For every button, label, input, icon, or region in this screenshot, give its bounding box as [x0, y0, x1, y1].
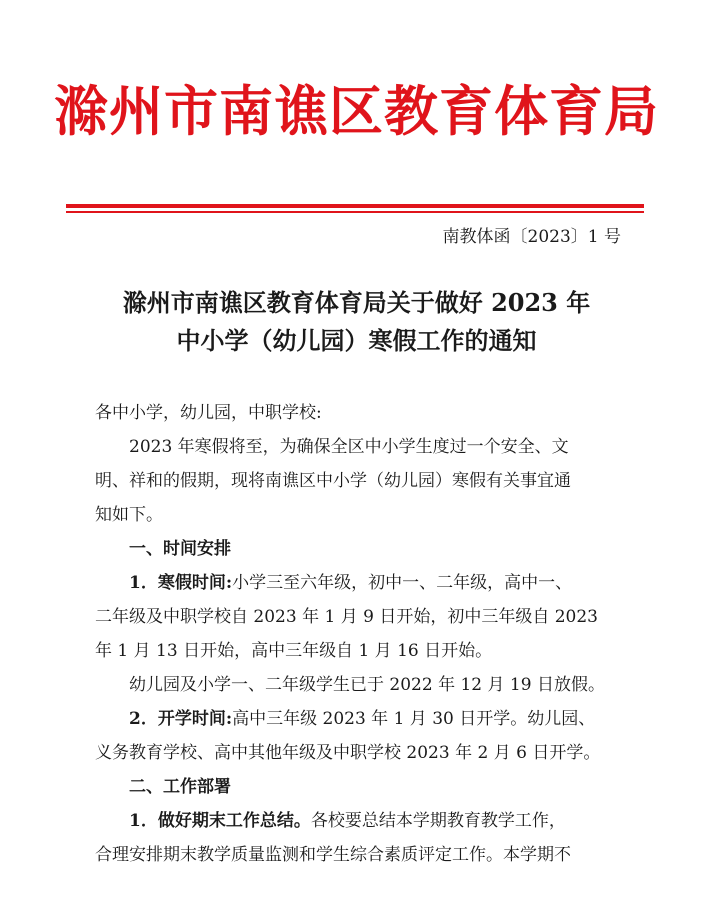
item-1-paragraph: [95, 566, 635, 668]
red-rule-thick: [66, 204, 644, 208]
item-1-line-1: [95, 566, 635, 600]
item-3-line-2: 合理安排期末教学质量监测和学生综合素质评定工作。本学期不: [95, 845, 571, 865]
item-1-line-1-text: 小学三至六年级，初中一、二年级，高中一、: [232, 573, 573, 593]
red-rule-thin: [66, 211, 644, 213]
item-1-line-2: 二年级及中职学校自 2023 年 1 月 9 日开始，初中三年级自 2023: [95, 607, 598, 627]
salutation: 各中小学，幼儿园，中职学校:: [95, 403, 322, 423]
title-line-1: 滁州市南谯区教育体育局关于做好 2023 年: [122, 288, 591, 317]
section-2-heading: 二、工作部署: [129, 777, 231, 797]
kindergarten-line: 幼儿园及小学一、二年级学生已于 2022 年 12 月 19 日放假。: [129, 675, 605, 695]
item-3-paragraph: [95, 804, 635, 872]
intro-line-1: 2023 年寒假将至，为确保全区中小学生度过一个安全、文: [129, 437, 569, 457]
item-2-label: 2．开学时间:: [129, 709, 233, 729]
agency-masthead: 滁州市南谯区教育体育局: [54, 79, 659, 143]
item-2-line-1: [95, 702, 635, 736]
item-1-line-3: 年 1 月 13 日开始，高中三年级自 1 月 16 日开始。: [95, 641, 493, 661]
item-3-line-1-text: 各校要总结本学期教育教学工作，: [310, 811, 566, 831]
intro-paragraph: [95, 430, 635, 532]
item-3-label: 1．做好期末工作总结。: [129, 811, 311, 831]
section-1-heading: 一、时间安排: [129, 539, 231, 559]
document-title: [0, 284, 713, 360]
item-2-paragraph: [95, 702, 635, 770]
item-1-label: 1．寒假时间:: [129, 573, 233, 593]
item-2-line-2: 义务教育学校、高中其他年级及中职学校 2023 年 2 月 6 日开学。: [95, 743, 601, 763]
title-line-2: 中小学（幼儿园）寒假工作的通知: [176, 326, 537, 355]
intro-line-3: 知如下。: [95, 505, 163, 525]
item-3-line-1: [95, 804, 635, 838]
document-number: 南教体函〔2023〕1 号: [442, 227, 621, 247]
intro-line-2: 明、祥和的假期，现将南谯区中小学（幼儿园）寒假有关事宜通: [95, 471, 571, 491]
item-2-line-1-text: 高中三年级 2023 年 1 月 30 日开学。幼儿园、: [232, 709, 596, 729]
